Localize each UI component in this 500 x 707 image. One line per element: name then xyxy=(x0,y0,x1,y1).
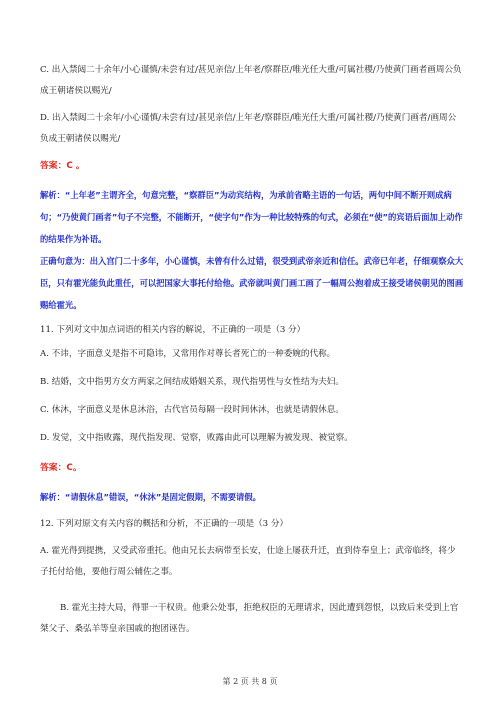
translation-q10: 正确句意为：出入宫门二十多年，小心谨慎，未曾有什么过错，很受到武帝亲近和信任。武帝已年老，仔细观察众大臣，只有霍光能负此重任，可以把国家大事托付给他。武帝就叫黄门画工画了一幅周公抱着成王接受诸侯朝见的图画赐给霍光。 xyxy=(40,256,464,310)
option-c-q10: C. 出入禁闼二十余年/小心谨慎/未尝有过/甚见亲信/上年老/察群臣/唯光任大重/可属社稷/乃使黄门画者画周公负成王朝诸侯以赐光/ xyxy=(40,65,462,96)
question-12: 12. 下列对原文有关内容的概括和分析，不正确的一项是（3 分） xyxy=(40,519,289,529)
q11-option-b: B. 结婚，文中指男方女方两家之间结成婚姻关系，现代指男性与女性结为夫妇。 xyxy=(40,377,344,387)
q11-option-d: D. 发觉，文中指败露，现代指发现、觉察，败露由此可以理解为被发现、被觉察。 xyxy=(40,433,353,443)
answer-q11: 答案：C。 xyxy=(40,463,82,473)
q12-option-a: A. 霍光得到提携，又受武帝重托。他由兄长去病带至长安，仕途上屡获升迁，直到侍奉皇上；武帝临终，将少子托付给他，要他行周公辅佐之事。 xyxy=(40,546,456,577)
answer-q10: 答案：C 。 xyxy=(40,161,85,171)
question-11: 11. 下列对文中加点词语的相关内容的解说，不正确的一项是（3 分） xyxy=(40,325,306,335)
page-footer: 第 2 页 共 8 页 xyxy=(222,677,278,686)
analysis-q11: 解析：“请假休息”错误，“休沐”是固定假期，不需要请假。 xyxy=(40,492,261,502)
option-d-q10: D. 出入禁闼二十余年/小心谨慎/未尝有过/甚见亲信/上年老/察群臣/唯光任大重/可属社稷/乃使黄门画者/画周公负成王朝诸侯以赐光/ xyxy=(40,113,457,144)
analysis-q10: 解析：“上年老”主谓齐全，句意完整，“察群臣”为动宾结构，为承前省略主语的一句话，两句中间不断开则成病句；“乃使黄门画者”句子不完整，不能断开，“使字句”作为一种比较特殊的句式，必须在“使”的宾语后面加上动作的结果作为补语。 xyxy=(40,190,463,244)
q11-option-a: A. 不讳，字面意义是指不可隐讳，又常用作对尊长者死亡的一种委婉的代称。 xyxy=(40,349,336,359)
q12-option-b: B. 霍光主持大局，得罪一干权贵。他秉公处事，拒绝权臣的无理请求，因此遭到怨恨，以致后来受到上官桀父子、桑弘羊等皇亲国戚的抱团诬告。 xyxy=(40,603,459,634)
q11-option-c: C. 休沐，字面意义是休息沐浴，古代官员每隔一段时间休沐，也就是请假休息。 xyxy=(40,405,344,415)
